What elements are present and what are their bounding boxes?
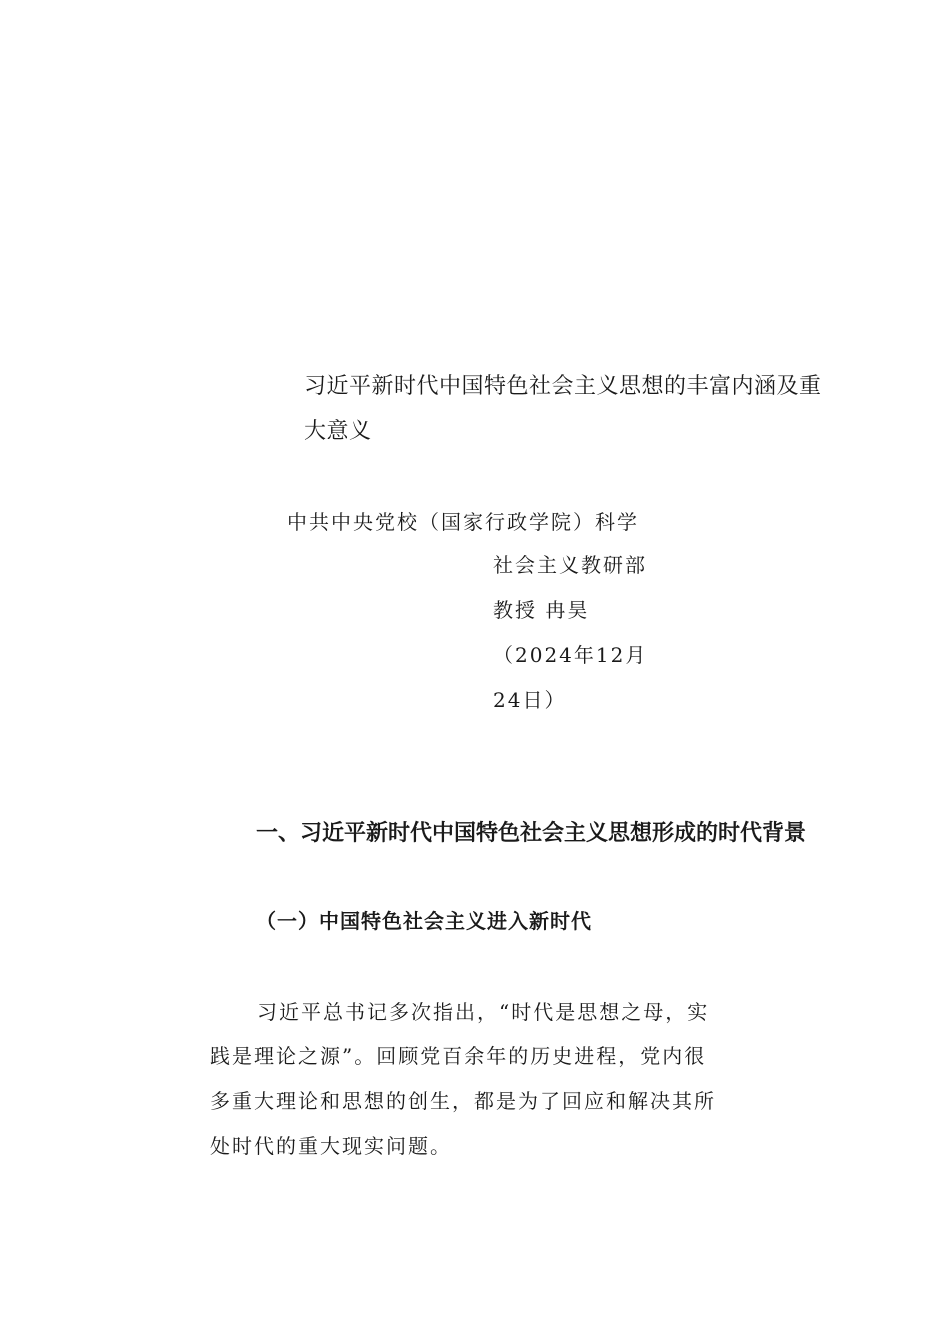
author-affiliation-line-1: 中共中央党校（国家行政学院）科学 [287,510,639,534]
document-title-line-1: 习近平新时代中国特色社会主义思想的丰富内涵及重 [304,374,822,399]
author-date-line-2: 24日） [493,688,567,712]
author-date-line-1: （2024年12月 [493,643,648,667]
paragraph-line: 习近平总书记多次指出，“时代是思想之母，实 [257,1000,710,1024]
author-affiliation-line-2: 社会主义教研部 [493,553,647,577]
section-heading: 一、习近平新时代中国特色社会主义思想形成的时代背景 [256,821,807,846]
subsection-heading: （一）中国特色社会主义进入新时代 [256,909,592,933]
document-title-line-2: 大意义 [304,419,372,444]
paragraph-line: 处时代的重大现实问题。 [210,1134,452,1158]
paragraph-line: 践是理论之源”。回顾党百余年的历史进程，党内很 [210,1044,707,1068]
author-name: 教授 冉昊 [493,598,590,622]
paragraph-line: 多重大理论和思想的创生，都是为了回应和解决其所 [210,1089,716,1113]
